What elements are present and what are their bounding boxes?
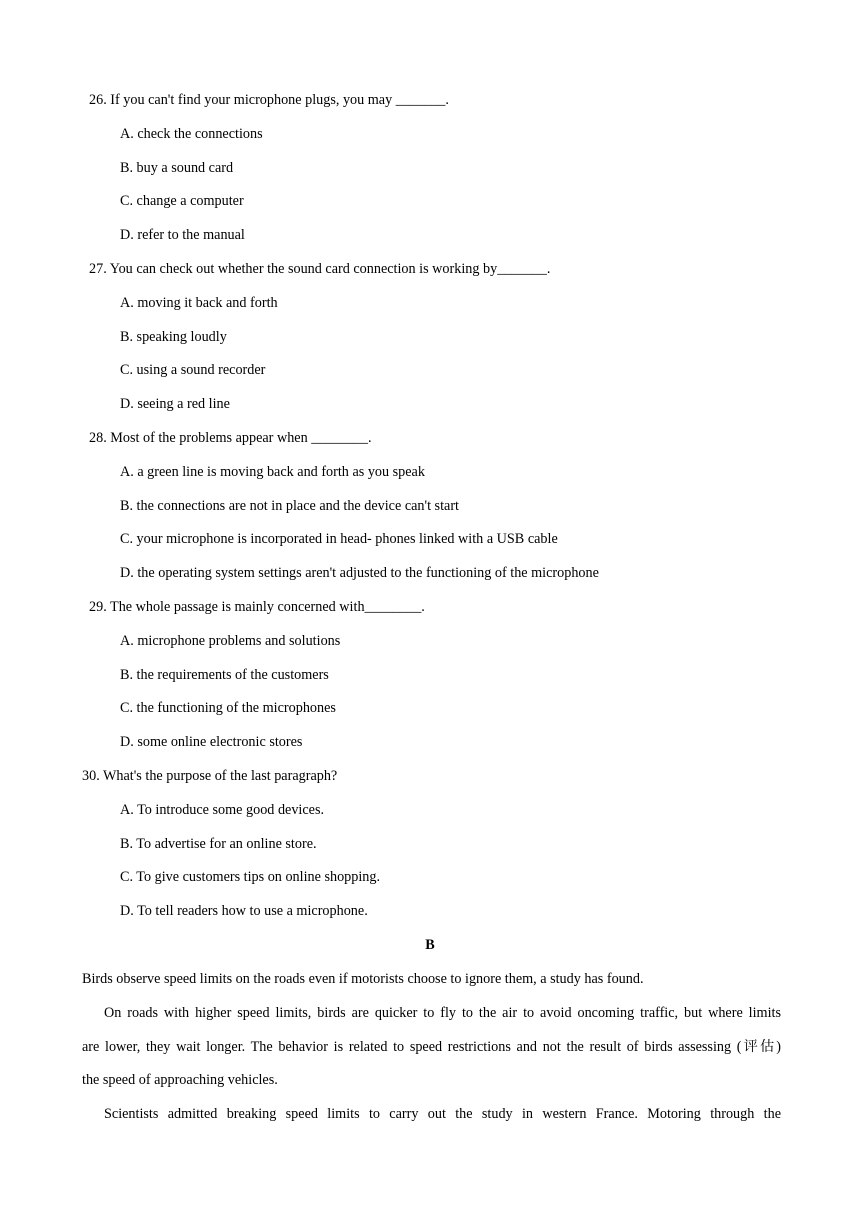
question-26-option-c: C. change a computer <box>120 193 244 209</box>
question-27-option-a: A. moving it back and forth <box>120 295 278 311</box>
section-b-heading: B <box>425 937 435 953</box>
question-30-stem: 30. What's the purpose of the last paragraph? <box>82 768 338 784</box>
question-27-option-b: B. speaking loudly <box>120 329 227 345</box>
question-30-option-d: D. To tell readers how to use a microphone. <box>120 903 368 919</box>
question-28-option-b: B. the connections are not in place and the device can't start <box>120 498 459 514</box>
question-29-stem: 29. The whole passage is mainly concerned with________. <box>89 599 425 615</box>
question-29-option-c: C. the functioning of the microphones <box>120 700 336 716</box>
question-28-option-d: D. the operating system settings aren't adjusted to the functioning of the microphone <box>120 565 599 581</box>
passage-line-2: On roads with higher speed limits, birds are quicker to fly to the air to avoid oncoming traffic, but where limits <box>104 1005 781 1021</box>
passage-line-5: Scientists admitted breaking speed limits to carry out the study in western France. Motoring through the <box>104 1106 781 1122</box>
passage-line-3: are lower, they wait longer. The behavior is related to speed restrictions and not the result of birds assessing (评估) <box>82 1039 781 1055</box>
question-29-option-a: A. microphone problems and solutions <box>120 633 341 649</box>
question-30-option-b: B. To advertise for an online store. <box>120 836 317 852</box>
passage-line-4: the speed of approaching vehicles. <box>82 1072 278 1088</box>
question-29-option-d: D. some online electronic stores <box>120 734 303 750</box>
question-28-option-a: A. a green line is moving back and forth as you speak <box>120 464 425 480</box>
question-27-option-d: D. seeing a red line <box>120 396 230 412</box>
question-30-option-a: A. To introduce some good devices. <box>120 802 325 818</box>
question-29-option-b: B. the requirements of the customers <box>120 667 329 683</box>
question-28-stem: 28. Most of the problems appear when ________. <box>89 430 372 446</box>
question-26-option-b: B. buy a sound card <box>120 160 234 176</box>
question-26-option-a: A. check the connections <box>120 126 263 142</box>
question-27-stem: 27. You can check out whether the sound card connection is working by_______. <box>89 261 551 277</box>
question-26-option-d: D. refer to the manual <box>120 227 245 243</box>
passage-line-1: Birds observe speed limits on the roads even if motorists choose to ignore them, a study has found. <box>82 971 644 987</box>
question-27-option-c: C. using a sound recorder <box>120 362 266 378</box>
question-26-stem: 26. If you can't find your microphone plugs, you may _______. <box>89 92 449 108</box>
question-28-option-c: C. your microphone is incorporated in head- phones linked with a USB cable <box>120 531 558 547</box>
question-30-option-c: C. To give customers tips on online shopping. <box>120 869 381 885</box>
